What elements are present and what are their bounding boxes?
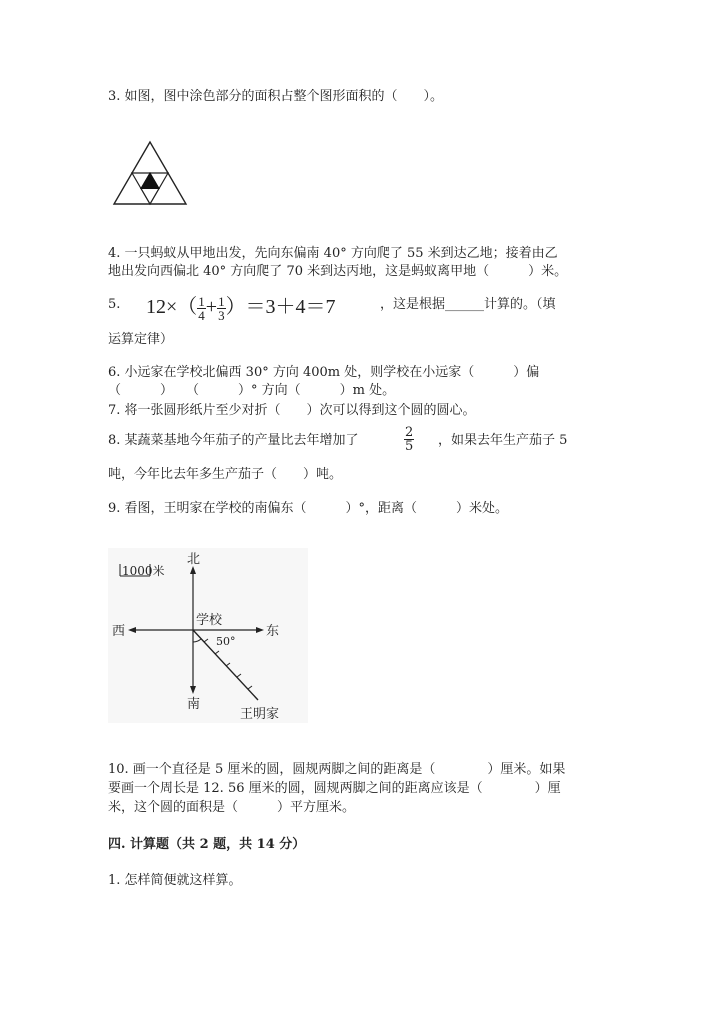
fraction-numerator: 2 bbox=[405, 425, 414, 440]
label-home: 王明家 bbox=[240, 707, 280, 722]
question-4-line-1: 4. 一只蚂蚁从甲地出发，先向东偏南 40° 方向爬了 55 米到达乙地；接着由乙 bbox=[108, 246, 558, 261]
question-8-line-1: 8. 某蔬菜基地今年茄子的产量比去年增加了 bbox=[108, 433, 359, 448]
label-angle: 50° bbox=[216, 635, 236, 648]
fraction-denominator: 4 bbox=[198, 307, 205, 323]
question-6-line-2: （ ） （ ）° 方向（ ）m 处。 bbox=[108, 383, 396, 398]
fraction-numerator: 1 bbox=[198, 293, 205, 309]
question-8-fraction bbox=[404, 426, 414, 453]
fraction-denominator: 5 bbox=[405, 439, 414, 454]
expr-right: ）＝3＋4＝7 bbox=[225, 296, 336, 318]
fraction-one-quarter bbox=[197, 295, 206, 322]
label-north: 北 bbox=[187, 552, 201, 567]
fraction-numerator: 1 bbox=[218, 293, 225, 309]
question-8-line-2: 吨，今年比去年多生产茄子（ ）吨。 bbox=[108, 467, 343, 482]
question-3-text: 3. 如图，图中涂色部分的面积占整个图形面积的（ ）。 bbox=[108, 89, 444, 104]
triangle-figure bbox=[112, 140, 188, 206]
expr-left: 12×（ bbox=[146, 296, 198, 318]
question-9-text: 9. 看图，王明家在学校的南偏东（ ）°，距离（ ）米处。 bbox=[108, 501, 509, 516]
label-south: 南 bbox=[187, 697, 201, 712]
label-east: 东 bbox=[266, 624, 280, 639]
calc-question-1: 1. 怎样简便就这样算。 bbox=[108, 873, 242, 888]
question-10-line-3: 米，这个圆的面积是（ ）平方厘米。 bbox=[108, 800, 356, 815]
question-5-line-2: 运算定律） bbox=[108, 332, 174, 347]
label-west: 西 bbox=[112, 624, 126, 639]
shaded-triangle bbox=[141, 173, 159, 189]
fraction-one-third bbox=[217, 295, 226, 322]
question-5-number: 5. bbox=[108, 297, 121, 312]
fraction-denominator: 3 bbox=[218, 307, 225, 323]
question-8-tail: ，如果去年生产茄子 5 bbox=[438, 433, 568, 448]
question-7-text: 7. 将一张圆形纸片至少对折（ ）次可以得到这个圆的圆心。 bbox=[108, 403, 476, 418]
direction-figure bbox=[108, 548, 308, 723]
question-6-line-1: 6. 小远家在学校北偏西 30° 方向 400m 处，则学校在小远家（ ）偏 bbox=[108, 365, 540, 380]
question-4-line-2: 地出发向西偏北 40° 方向爬了 70 米到达丙地，这是蚂蚁离甲地（ ）米。 bbox=[108, 264, 568, 279]
label-school: 学校 bbox=[196, 613, 223, 628]
question-10-line-2: 要画一个周长是 12. 56 厘米的圆，圆规两脚之间的距离应该是（ ）厘 bbox=[108, 781, 561, 796]
scale-label: 1000米 bbox=[122, 564, 165, 578]
question-5-tail: ，这是根据______计算的。（填 bbox=[380, 297, 556, 312]
question-5-expression bbox=[146, 290, 336, 322]
section-4-title: 四. 计算题（共 2 题，共 14 分） bbox=[108, 837, 306, 852]
plus-sign: + bbox=[205, 296, 218, 318]
question-10-line-1: 10. 画一个直径是 5 厘米的圆，圆规两脚之间的距离是（ ）厘米。如果 bbox=[108, 762, 566, 777]
